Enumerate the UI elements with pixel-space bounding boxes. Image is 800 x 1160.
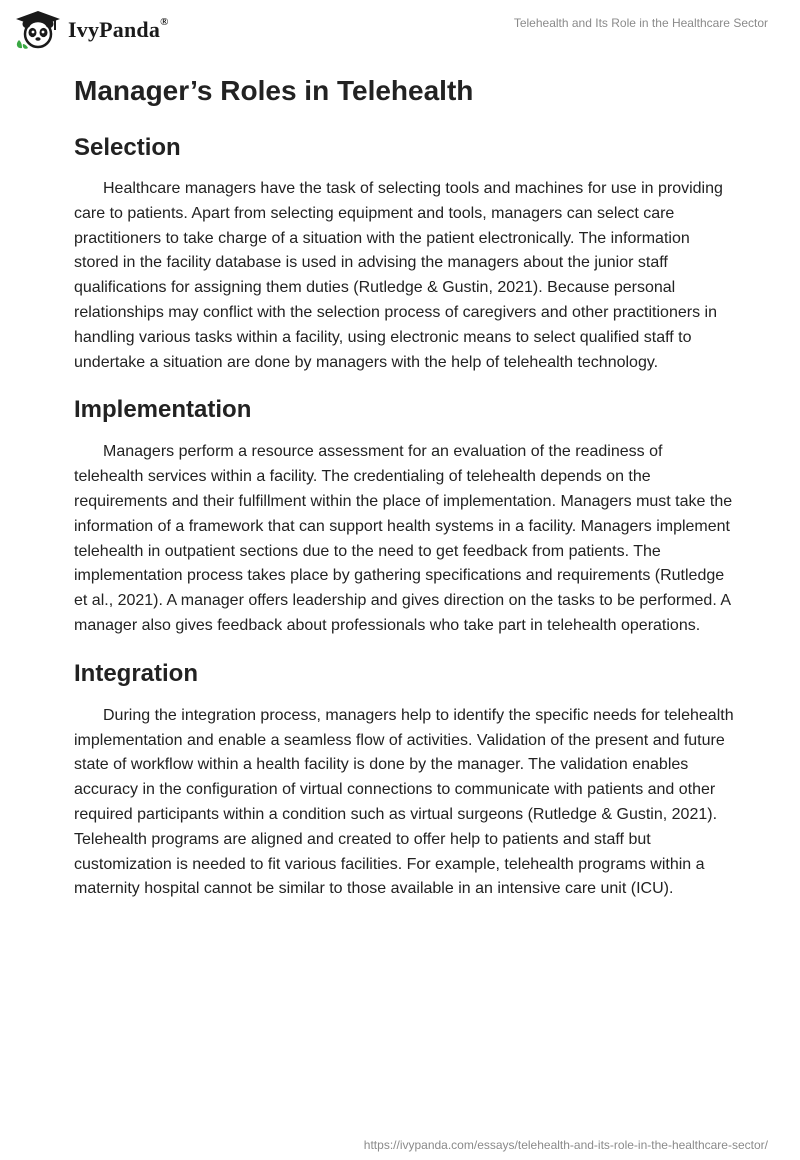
section-paragraph-selection: Healthcare managers have the task of selecting tools and machines for use in providing care to patients. Apart from selecting equipment and tools, managers can select care practitioners to take charge of a situation with the patient electronically. The information stored in the facility database is used in advising the managers about the junior staff qualifications for assigning them duties (Rutledge & Gustin, 2021). Because personal relationships may conflict with the selection process of caregivers and other practitioners in handling various tasks within a facility, using electronic means to select qualified staff to undertake a situation are done by managers with the help of telehealth technology. xyxy=(74,180,723,371)
brand-logo[interactable] xyxy=(14,10,169,50)
page-header xyxy=(0,0,800,60)
section-paragraph-implementation: Managers perform a resource assessment for an evaluation of the readiness of telehealth services within a facility. The credentialing of telehealth depends on the requirements and their fulfillment within the place of implementation. Managers must take the information of a framework that can support health systems in a facility. Managers implement telehealth in outpatient sections due to the need to get feedback from patients. The implementation process takes place by gathering specifications and requirements (Rutledge et al., 2021). A manager offers leadership and gives direction on the tasks to be performed. A manager also gives feedback about professionals who take part in telehealth operations. xyxy=(74,443,733,634)
source-url[interactable]: https://ivypanda.com/essays/telehealth-and-its-role-in-the-healthcare-sector/ xyxy=(363,1138,768,1152)
essay-content xyxy=(74,70,734,902)
brand-name-text: IvyPanda xyxy=(68,17,161,42)
section-paragraph-integration: During the integration process, managers help to identify the specific needs for telehealth implementation and enable a seamless flow of activities. Validation of the present and future state of workflow within a health facility is done by the manager. The validation enables accuracy in the configuration of virtual connections to communicate with patients and other required participants within a condition such as virtual surgeons (Rutledge & Gustin, 2021). Telehealth programs are aligned and created to offer help to patients and staff but customization is needed to fit various facilities. For example, telehealth programs within a maternity hospital cannot be similar to those available in an intensive care unit (ICU). xyxy=(74,706,734,898)
section-heading-selection: Selection xyxy=(74,134,181,161)
registered-mark: ® xyxy=(160,15,169,28)
section-heading-implementation: Implementation xyxy=(74,396,252,424)
section-heading-integration: Integration xyxy=(74,659,198,687)
page-title: Manager’s Roles in Telehealth xyxy=(74,75,474,106)
panda-logo-icon xyxy=(14,10,62,50)
document-title: Telehealth and Its Role in the Healthcare Sector xyxy=(513,16,768,30)
brand-name xyxy=(68,17,169,43)
